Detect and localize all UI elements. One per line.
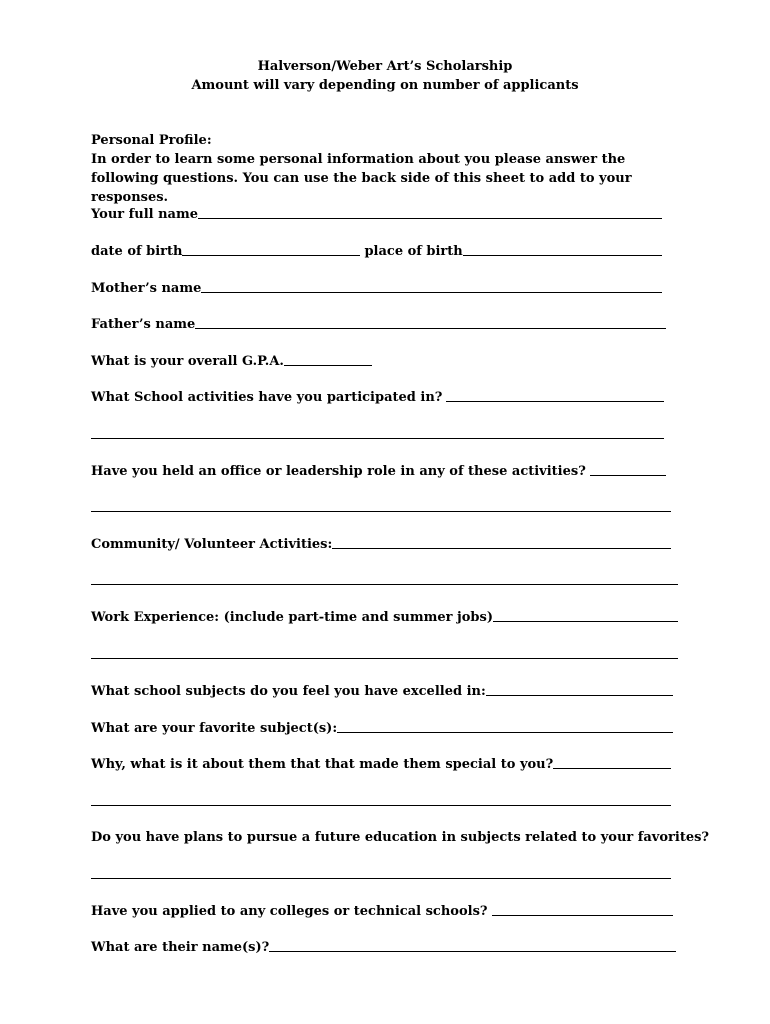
mother-name-row	[91, 275, 662, 297]
date-of-birth-label: date of birth	[91, 244, 183, 259]
work-label: Work Experience: (include part-time and summer jobs)	[91, 610, 493, 625]
college-names-row	[91, 934, 676, 956]
why-special-extra-line[interactable]	[91, 805, 671, 806]
father-name-row	[91, 311, 666, 333]
full-name-line[interactable]	[198, 218, 662, 219]
section-heading: Personal Profile:	[91, 133, 212, 148]
full-name-row	[91, 201, 662, 223]
school-activities-row	[91, 384, 664, 406]
place-of-birth-line[interactable]	[463, 255, 662, 256]
community-row	[91, 531, 671, 553]
why-special-line[interactable]	[553, 768, 671, 769]
school-activities-line[interactable]	[446, 401, 664, 402]
college-names-line[interactable]	[269, 951, 676, 952]
community-line[interactable]	[332, 548, 671, 549]
work-row	[91, 604, 678, 626]
community-extra-line[interactable]	[91, 584, 678, 585]
gpa-label: What is your overall G.P.A.	[91, 354, 284, 369]
why-special-row	[91, 751, 671, 773]
full-name-label: Your full name	[91, 207, 198, 222]
applied-label: Have you applied to any colleges or technical schools?	[91, 904, 488, 919]
gpa-row	[91, 348, 372, 370]
school-activities-extra-line[interactable]	[91, 438, 664, 439]
applied-line[interactable]	[492, 915, 673, 916]
future-education-line[interactable]	[91, 878, 671, 879]
work-line[interactable]	[493, 621, 678, 622]
school-activities-label: What School activities have you participated in?	[91, 390, 443, 405]
future-education-label: Do you have plans to pursue a future education in subjects related to your favorites?	[91, 830, 710, 845]
why-special-label: Why, what is it about them that that made them special to you?	[91, 757, 554, 772]
leadership-line[interactable]	[590, 475, 666, 476]
excelled-line[interactable]	[486, 695, 673, 696]
favorite-line[interactable]	[337, 732, 673, 733]
mother-name-line[interactable]	[201, 292, 662, 293]
leadership-row	[91, 458, 666, 480]
future-education-row	[91, 824, 709, 846]
leadership-label: Have you held an office or leadership role in any of these activities?	[91, 464, 586, 479]
community-label: Community/ Volunteer Activities:	[91, 537, 333, 552]
form-title: Halverson/Weber Art’s Scholarship	[257, 59, 513, 74]
excelled-label: What school subjects do you feel you have excelled in:	[91, 684, 486, 699]
section-instructions: In order to learn some personal information about you please answer the following questions. You can use the back side of this sheet to add to your responses.	[91, 152, 632, 205]
applied-row	[91, 898, 673, 920]
leadership-extra-line[interactable]	[91, 511, 671, 512]
favorite-row	[91, 715, 673, 737]
birth-row	[91, 238, 662, 260]
favorite-label: What are your favorite subject(s):	[91, 721, 338, 736]
place-of-birth-label: place of birth	[364, 244, 463, 259]
college-names-label: What are their name(s)?	[91, 940, 270, 955]
father-name-line[interactable]	[195, 328, 666, 329]
form-subtitle: Amount will vary depending on number of applicants	[191, 78, 579, 93]
father-name-label: Father’s name	[91, 317, 196, 332]
gpa-line[interactable]	[284, 365, 372, 366]
work-extra-line[interactable]	[91, 658, 678, 659]
mother-name-label: Mother’s name	[91, 281, 202, 296]
date-of-birth-line[interactable]	[182, 255, 360, 256]
excelled-row	[91, 678, 673, 700]
